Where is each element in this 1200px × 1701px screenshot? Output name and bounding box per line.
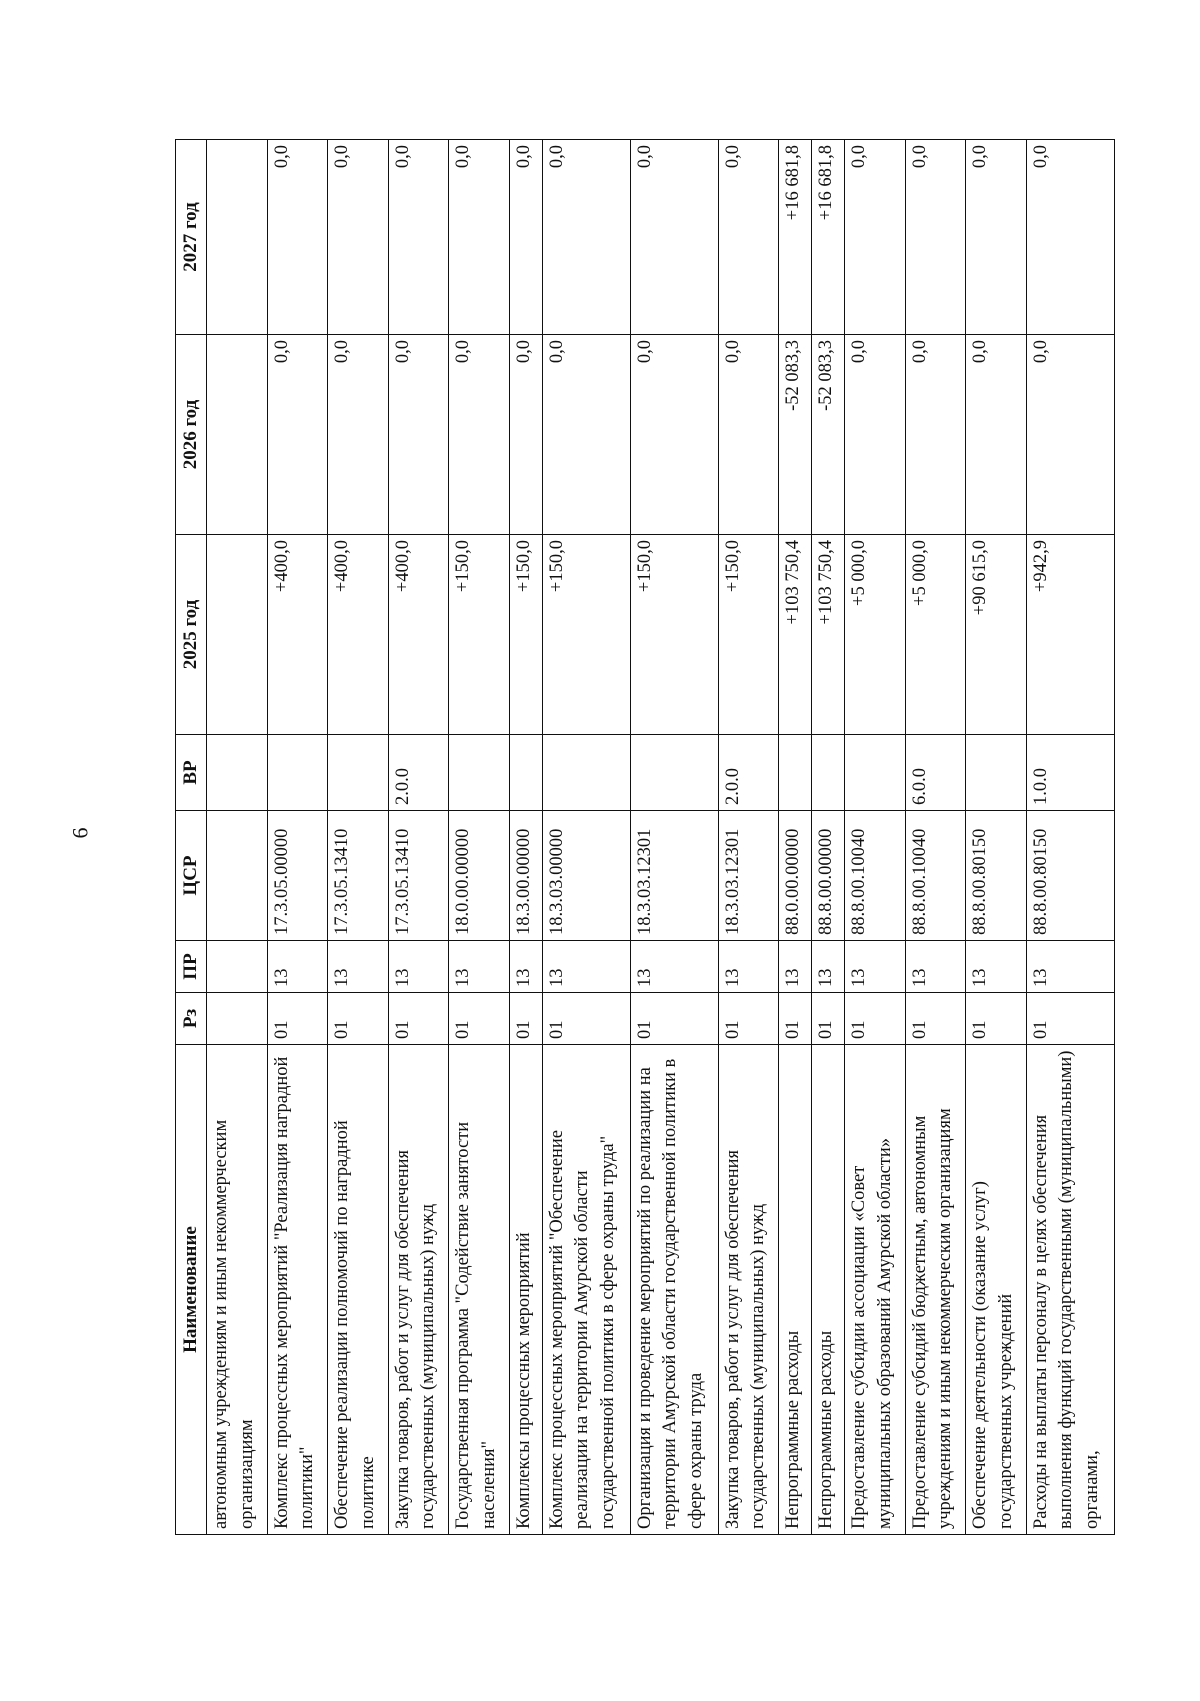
table-row xyxy=(630,140,718,1535)
cell-pr: 13 xyxy=(449,941,510,993)
cell-name: Закупка товаров, работ и услуг для обеспечения государственных (муниципальных) нужд xyxy=(718,1045,779,1535)
cell-2027: 0,0 xyxy=(542,140,630,335)
cell-2025: +5 000,0 xyxy=(845,535,906,735)
cell-rz: 01 xyxy=(1026,993,1114,1045)
cell-2026: 0,0 xyxy=(845,335,906,535)
cell-name: Обеспечение реализации полномочий по наградной политике xyxy=(328,1045,389,1535)
cell-rz: 01 xyxy=(905,993,966,1045)
table-row xyxy=(1026,140,1114,1535)
cell-vr xyxy=(845,735,906,811)
cell-rz: 01 xyxy=(267,993,328,1045)
cell-name: Комплексы процессных мероприятий xyxy=(509,1045,542,1535)
budget-table xyxy=(175,139,1115,1535)
cell-vr xyxy=(509,735,542,811)
cell-csr: 18.3.03.00000 xyxy=(542,811,630,941)
cell-rz: 01 xyxy=(845,993,906,1045)
cell-pr: 13 xyxy=(1026,941,1114,993)
cell-rz: 01 xyxy=(542,993,630,1045)
cell-name: Предоставление субсидий бюджетным, автономным учреждениям и иным некоммерческим организациям xyxy=(905,1045,966,1535)
cell-name: Расходы на выплаты персоналу в целях обеспечения выполнения функций государственными (муниципальными) органами, xyxy=(1026,1045,1114,1535)
cell-name: Непрограммные расходы xyxy=(812,1045,845,1535)
cell-rz: 01 xyxy=(388,993,449,1045)
cell-2027: 0,0 xyxy=(905,140,966,335)
header-2026: 2026 год xyxy=(176,335,207,535)
cell-vr xyxy=(207,735,268,811)
header-rz: Рз xyxy=(176,993,207,1045)
cell-2025 xyxy=(207,535,268,735)
cell-2026: -52 083,3 xyxy=(779,335,812,535)
header-name: Наименование xyxy=(176,1045,207,1535)
cell-2026: -52 083,3 xyxy=(812,335,845,535)
cell-2027: 0,0 xyxy=(267,140,328,335)
cell-2025: +400,0 xyxy=(328,535,389,735)
cell-name: Закупка товаров, работ и услуг для обеспечения государственных (муниципальных) нужд xyxy=(388,1045,449,1535)
cell-csr: 88.8.00.00000 xyxy=(812,811,845,941)
cell-csr: 88.0.00.00000 xyxy=(779,811,812,941)
cell-2025: +5 000,0 xyxy=(905,535,966,735)
cell-2025: +150,0 xyxy=(630,535,718,735)
cell-csr: 88.8.00.80150 xyxy=(1026,811,1114,941)
cell-2027: 0,0 xyxy=(630,140,718,335)
cell-rz: 01 xyxy=(718,993,779,1045)
cell-2027: 0,0 xyxy=(328,140,389,335)
cell-pr: 13 xyxy=(630,941,718,993)
cell-pr: 13 xyxy=(509,941,542,993)
cell-csr xyxy=(207,811,268,941)
header-pr: ПР xyxy=(176,941,207,993)
cell-rz xyxy=(207,993,268,1045)
cell-vr xyxy=(449,735,510,811)
cell-2026: 0,0 xyxy=(718,335,779,535)
cell-2026: 0,0 xyxy=(542,335,630,535)
cell-csr: 88.8.00.80150 xyxy=(966,811,1027,941)
table-row xyxy=(328,140,389,1535)
cell-2027: +16 681,8 xyxy=(779,140,812,335)
cell-pr: 13 xyxy=(328,941,389,993)
cell-pr xyxy=(207,941,268,993)
cell-csr: 17.3.05.13410 xyxy=(328,811,389,941)
cell-2026: 0,0 xyxy=(1026,335,1114,535)
cell-name: Комплекс процессных мероприятий "Обеспечение реализации на территории Амурской области государственной политики в сфере охраны труда" xyxy=(542,1045,630,1535)
cell-2025: +150,0 xyxy=(718,535,779,735)
header-csr: ЦСР xyxy=(176,811,207,941)
cell-rz: 01 xyxy=(509,993,542,1045)
cell-2025: +150,0 xyxy=(449,535,510,735)
header-2027: 2027 год xyxy=(176,140,207,335)
cell-2026: 0,0 xyxy=(905,335,966,535)
cell-rz: 01 xyxy=(328,993,389,1045)
header-row xyxy=(176,140,207,1535)
cell-2025: +150,0 xyxy=(542,535,630,735)
cell-2027: 0,0 xyxy=(845,140,906,335)
table-row xyxy=(718,140,779,1535)
table-row xyxy=(542,140,630,1535)
cell-2026: 0,0 xyxy=(328,335,389,535)
cell-name: Государственная программа "Содействие занятости населения" xyxy=(449,1045,510,1535)
cell-pr: 13 xyxy=(905,941,966,993)
cell-name: Организация и проведение мероприятий по реализации на территории Амурской области государственной политики в сфере охраны труда xyxy=(630,1045,718,1535)
cell-pr: 13 xyxy=(845,941,906,993)
cell-2027: 0,0 xyxy=(966,140,1027,335)
cell-2026: 0,0 xyxy=(509,335,542,535)
cell-vr xyxy=(779,735,812,811)
table-row xyxy=(779,140,812,1535)
cell-2027: +16 681,8 xyxy=(812,140,845,335)
cell-2027: 0,0 xyxy=(449,140,510,335)
cell-vr: 2.0.0 xyxy=(388,735,449,811)
cell-csr: 18.3.00.00000 xyxy=(509,811,542,941)
cell-pr: 13 xyxy=(388,941,449,993)
cell-2025: +942,9 xyxy=(1026,535,1114,735)
header-2025: 2025 год xyxy=(176,535,207,735)
cell-2025: +150,0 xyxy=(509,535,542,735)
cell-rz: 01 xyxy=(966,993,1027,1045)
cell-csr: 18.3.03.12301 xyxy=(718,811,779,941)
cell-pr: 13 xyxy=(718,941,779,993)
cell-rz: 01 xyxy=(630,993,718,1045)
table-row xyxy=(509,140,542,1535)
cell-2026: 0,0 xyxy=(966,335,1027,535)
table-row xyxy=(905,140,966,1535)
table-row xyxy=(388,140,449,1535)
cell-name: Предоставление субсидии ассоциации «Совет муниципальных образований Амурской области» xyxy=(845,1045,906,1535)
cell-csr: 18.3.03.12301 xyxy=(630,811,718,941)
cell-pr: 13 xyxy=(267,941,328,993)
cell-vr xyxy=(267,735,328,811)
cell-2027: 0,0 xyxy=(388,140,449,335)
cell-pr: 13 xyxy=(812,941,845,993)
table-row xyxy=(267,140,328,1535)
cell-vr: 1.0.0 xyxy=(1026,735,1114,811)
cell-2025: +400,0 xyxy=(388,535,449,735)
cell-pr: 13 xyxy=(779,941,812,993)
table-header xyxy=(176,140,207,1535)
cell-2026: 0,0 xyxy=(267,335,328,535)
table-row xyxy=(812,140,845,1535)
cell-2027: 0,0 xyxy=(509,140,542,335)
cell-2026: 0,0 xyxy=(630,335,718,535)
cell-name: Непрограммные расходы xyxy=(779,1045,812,1535)
cell-2026: 0,0 xyxy=(449,335,510,535)
cell-2027: 0,0 xyxy=(718,140,779,335)
cell-pr: 13 xyxy=(542,941,630,993)
table-row xyxy=(845,140,906,1535)
cell-rz: 01 xyxy=(779,993,812,1045)
cell-vr xyxy=(812,735,845,811)
cell-csr: 17.3.05.13410 xyxy=(388,811,449,941)
cell-2025: +103 750,4 xyxy=(812,535,845,735)
cell-2027: 0,0 xyxy=(1026,140,1114,335)
cell-2027 xyxy=(207,140,268,335)
cell-rz: 01 xyxy=(449,993,510,1045)
cell-pr: 13 xyxy=(966,941,1027,993)
cell-vr xyxy=(630,735,718,811)
table-body xyxy=(207,140,1115,1535)
cell-2025: +400,0 xyxy=(267,535,328,735)
cell-csr: 88.8.00.10040 xyxy=(905,811,966,941)
cell-csr: 17.3.05.00000 xyxy=(267,811,328,941)
cell-name: Обеспечение деятельности (оказание услуг) государственных учреждений xyxy=(966,1045,1027,1535)
cell-2026: 0,0 xyxy=(388,335,449,535)
cell-vr xyxy=(542,735,630,811)
header-vr: ВР xyxy=(176,735,207,811)
cell-csr: 88.8.00.10040 xyxy=(845,811,906,941)
rotated-table-container xyxy=(175,140,1115,1535)
cell-vr: 2.0.0 xyxy=(718,735,779,811)
page-number: 6 xyxy=(67,827,93,839)
cell-rz: 01 xyxy=(812,993,845,1045)
table-row xyxy=(449,140,510,1535)
cell-2025: +90 615,0 xyxy=(966,535,1027,735)
cell-2026 xyxy=(207,335,268,535)
cell-2025: +103 750,4 xyxy=(779,535,812,735)
table-row xyxy=(207,140,268,1535)
cell-name: автономным учреждениям и иным некоммерческим организациям xyxy=(207,1045,268,1535)
cell-name: Комплекс процессных мероприятий "Реализация наградной политики" xyxy=(267,1045,328,1535)
table-row xyxy=(966,140,1027,1535)
cell-vr xyxy=(966,735,1027,811)
cell-vr: 6.0.0 xyxy=(905,735,966,811)
cell-vr xyxy=(328,735,389,811)
cell-csr: 18.0.00.00000 xyxy=(449,811,510,941)
